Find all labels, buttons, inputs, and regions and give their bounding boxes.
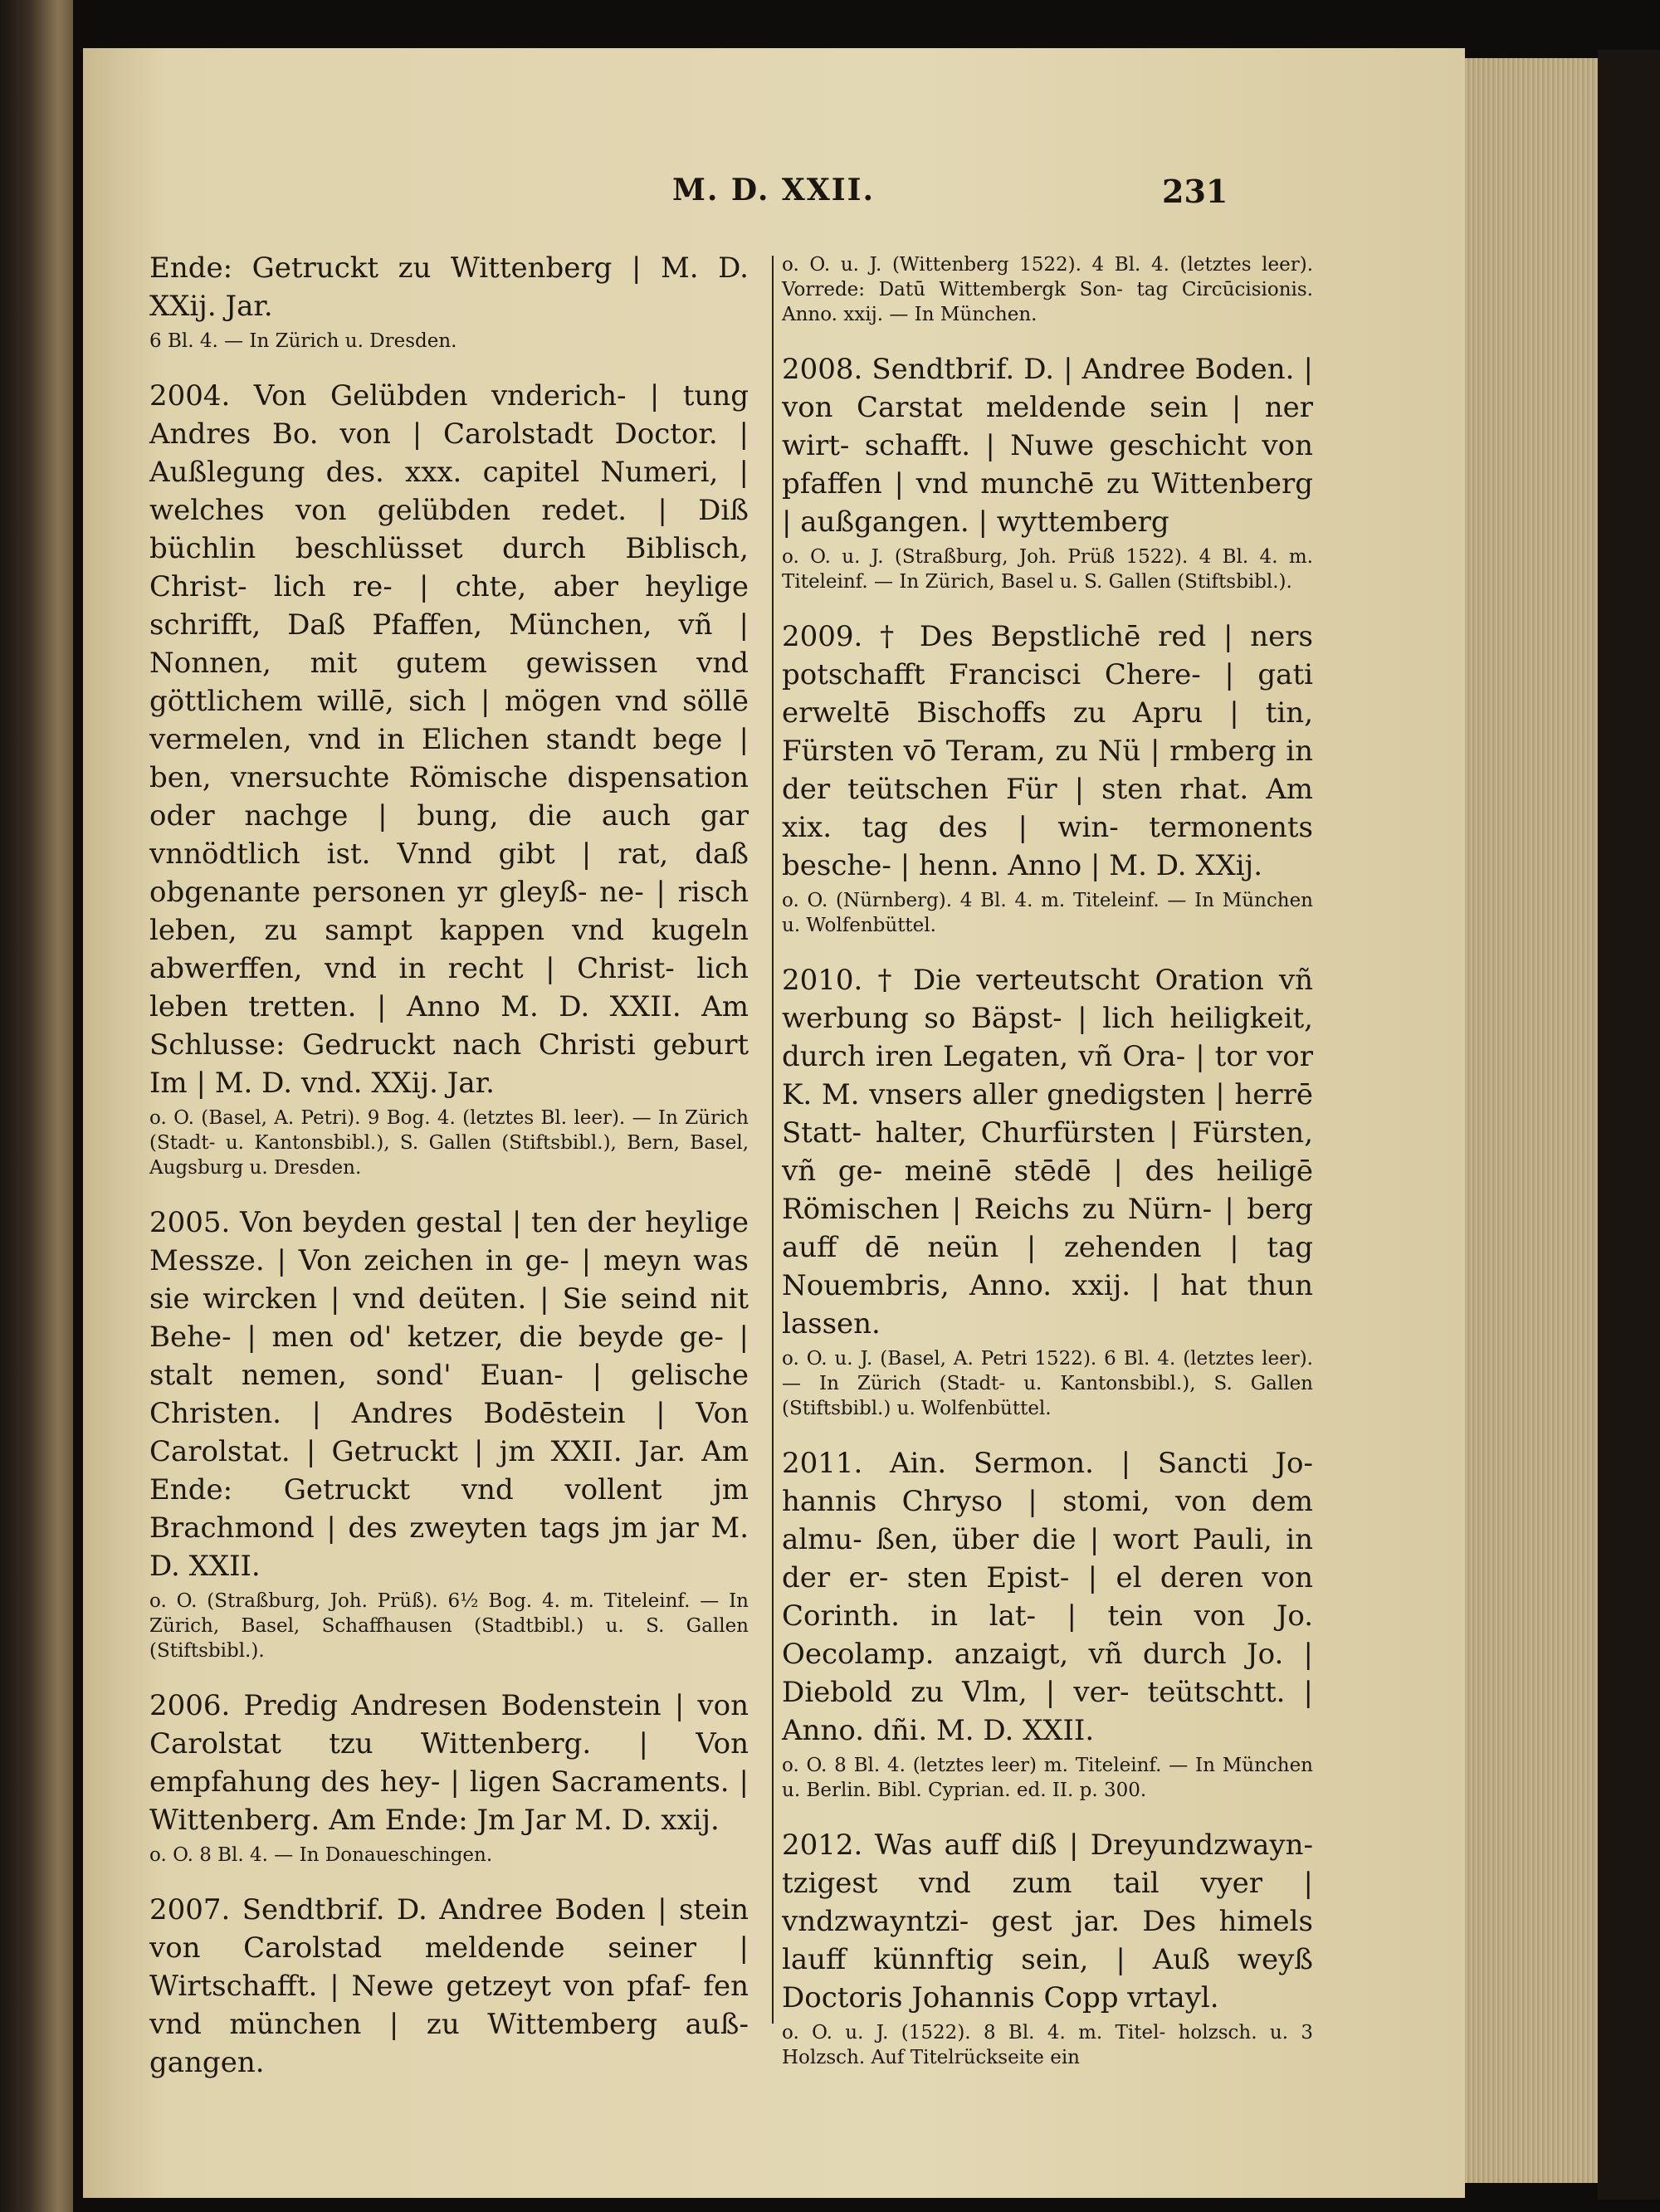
bibliography-entry <box>782 618 1313 938</box>
entry-title: 2005. Von beyden gestal | ten der heylige Messze. | Von zeichen in ge- | meyn was sie wircken | vnd deüten. | Sie seind nit Behe- | men od' ketzer, die beyde ge- | stalt nemen, sond' Euan- | gelische Christen. | Andres Bodēstein | Von Carolstat. | Getruckt | jm XXII. Jar. Am Ende: Getruckt vnd vollent jm Brachmond | des zweyten tags jm jar M. D. XXII. <box>149 1206 749 1583</box>
entry-title: 2004. Von Gelübden vnderich- | tung Andres Bo. von | Carolstadt Doctor. | Außlegung des. xxx. capitel Numeri, | welches von gelübden redet. | Diß büchlin beschlüsset durch Biblisch, Christ- lich re- | chte, aber heylige schrifft, Daß Pfaffen, München, vñ | Nonnen, mit gutem gewissen vnd göttlichem willē, sich | mögen vnd söllē vermelen, vnd in Elichen standt bege | ben, vnersuchte Römische dispensation oder nachge | bung, die auch gar vnnödtlich ist. Vnnd gibt | rat, daß obgenante personen yr gleyß- ne- | risch leben, zu sampt kappen vnd kugeln abwerffen, vnd in recht | Christ- lich leben tretten. | Anno M. D. XXII. Am Schlusse: Gedruckt nach Christi geburt Im | M. D. vnd. XXij. Jar. <box>149 379 749 1100</box>
bibliography-entry <box>149 1204 749 1663</box>
bibliography-entry <box>782 961 1313 1421</box>
right-column <box>782 249 1313 2093</box>
page-number: 231 <box>1162 173 1228 210</box>
entry-title: 2009. † Des Bepstlichē red | ners potschafft Francisci Chere- | gati erweltē Bischoffs zu Apru | tin, Fürsten vō Teram, zu Nü | rmberg in der teütschen Für | sten rhat. Am xix. tag des | win- termonents besche- | henn. Anno | M. D. XXij. <box>782 620 1313 882</box>
column-divider <box>772 256 774 2024</box>
background-shadow <box>1598 50 1660 2200</box>
entry-holdings: o. O. (Basel, A. Petri). 9 Bog. 4. (letztes Bl. leer). — In Zürich (Stadt- u. Kantonsbibl.), S. Gallen (Stiftsbibl.), Bern, Basel, Augsburg u. Dresden. <box>149 1107 749 1179</box>
entry-title: 2012. Was auff diß | Dreyundzwayn- tzigest vnd zum tail vyer | vndzwayntzi- gest jar. Des himels lauff künnftig sein, | Auß weyß Doctoris Johannis Copp vrtayl. <box>782 1829 1313 2014</box>
entry-holdings: o. O. (Nürnberg). 4 Bl. 4. m. Titeleinf. — In München u. Wolfenbüttel. <box>782 890 1313 936</box>
bibliography-entry <box>149 377 749 1180</box>
entry-title: Ende: Getruckt zu Wittenberg | M. D. XXij. Jar. <box>149 251 749 323</box>
bibliography-entry <box>149 249 749 354</box>
entry-holdings: o. O. (Straßburg, Joh. Prüß). 6½ Bog. 4. m. Titeleinf. — In Zürich, Basel, Schaffhausen (Stadtbibl.) u. S. Gallen (Stiftsbibl.). <box>149 1590 749 1662</box>
entry-title: 2007. Sendtbrif. D. Andree Boden | stein von Carolstad meldende seiner | Wirtschafft. | Newe getzeyt von pfaf- fen vnd münchen | zu Wittemberg auß- gangen. <box>149 1893 749 2079</box>
entry-title: 2006. Predig Andresen Bodenstein | von Carolstat tzu Wittenberg. | Von empfahung des hey- | ligen Sacraments. | Wittenberg. Am Ende: Jm Jar M. D. xxij. <box>149 1689 749 1837</box>
entry-holdings: o. O. 8 Bl. 4. (letztes leer) m. Titeleinf. — In München u. Berlin. Bibl. Cyprian. ed. II. p. 300. <box>782 1755 1313 1801</box>
entry-title: 2008. Sendtbrif. D. | Andree Boden. | von Carstat meldende sein | ner wirt- schafft. | Nuwe geschicht von pfaffen | vnd munchē zu Wittenberg | außgangen. | wyttemberg <box>782 353 1313 539</box>
bibliography-entry <box>782 1826 1313 2070</box>
entry-holdings: o. O. u. J. (Basel, A. Petri 1522). 6 Bl. 4. (letztes leer). — In Zürich (Stadt- u. Kantonsbibl.), S. Gallen (Stiftsbibl.) u. Wolfenbüttel. <box>782 1348 1313 1419</box>
bibliography-entry <box>782 350 1313 594</box>
page-block-edge <box>1465 58 1598 2183</box>
page-header <box>83 173 1465 222</box>
entry-holdings: o. O. 8 Bl. 4. — In Donaueschingen. <box>149 1844 493 1866</box>
entry-holdings: o. O. u. J. (1522). 8 Bl. 4. m. Titel- holzsch. u. 3 Holzsch. Auf Titelrückseite ein <box>782 2022 1313 2068</box>
adjacent-page-edge <box>0 0 73 2212</box>
entry-holdings: 6 Bl. 4. — In Zürich u. Dresden. <box>149 330 457 352</box>
bibliography-entry <box>782 1444 1313 1803</box>
bibliography-entry <box>149 1687 749 1868</box>
book-page <box>83 48 1465 2198</box>
entry-title: 2010. † Die verteutscht Oration vñ werbung so Bäpst- | lich heiligkeit, durch iren Legaten, vñ Ora- | tor vor K. M. vnsers aller gnedigsten | herrē Statt- halter, Churfürsten | Fürsten, vñ ge- meinē stēdē | des heiligē Römischen | Reichs zu Nürn- | berg auff dē neün | zehenden | tag Nouembris, Anno. xxij. | hat thun lassen. <box>782 964 1313 1340</box>
bibliography-entry <box>149 1891 749 2082</box>
running-title: M. D. XXII. <box>672 173 875 208</box>
entry-holdings: o. O. u. J. (Straßburg, Joh. Prüß 1522). 4 Bl. 4. m. Titeleinf. — In Zürich, Basel u. S. Gallen (Stiftsbibl.). <box>782 546 1313 593</box>
bibliography-entry <box>782 252 1313 327</box>
entry-title: 2011. Ain. Sermon. | Sancti Jo- hannis Chryso | stomi, von dem almu- ßen, über die | wort Pauli, in der er- sten Epist- | el deren von Corinth. in lat- | tein von Jo. Oecolamp. anzaigt, vñ durch Jo. | Diebold zu Vlm, | ver- teütschtt. | Anno. dñi. M. D. XXII. <box>782 1447 1313 1747</box>
entry-holdings: o. O. u. J. (Wittenberg 1522). 4 Bl. 4. (letztes leer). Vorrede: Datū Wittembergk Son- tag Circūcisionis. Anno. xxij. — In München. <box>782 254 1313 325</box>
left-column <box>149 249 749 2105</box>
